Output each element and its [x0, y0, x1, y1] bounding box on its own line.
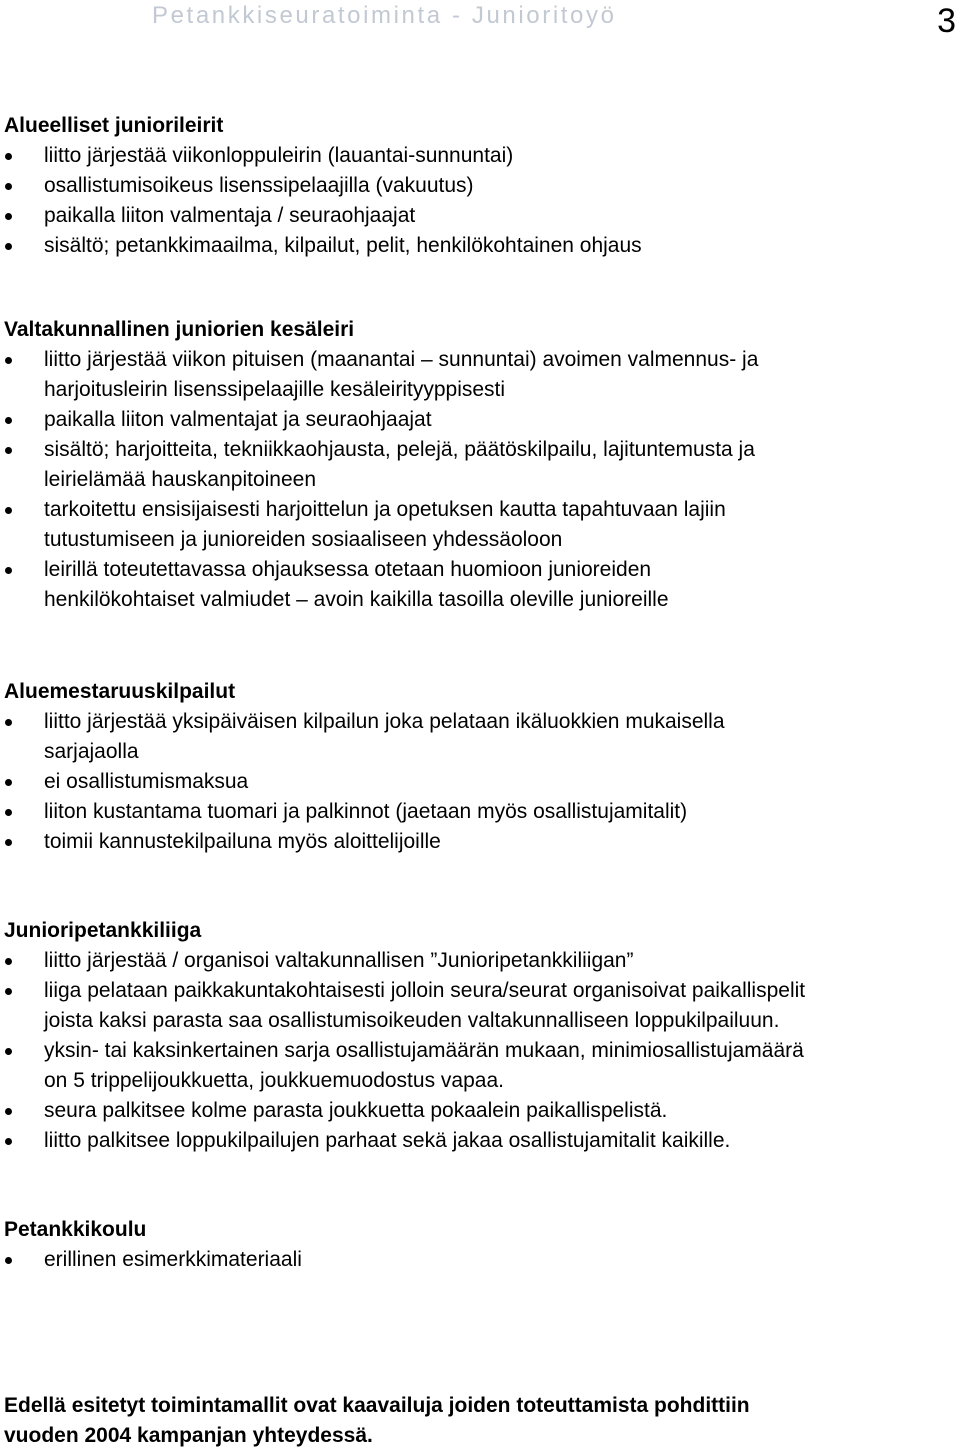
bullet-icon — [5, 779, 12, 786]
list-item — [4, 797, 960, 827]
list-item-text: paikalla liiton valmentaja / seuraohjaajat — [44, 204, 416, 227]
list-item — [4, 231, 960, 261]
section-heading: Valtakunnallinen juniorien kesäleiri — [4, 318, 355, 341]
bullet-icon — [5, 958, 12, 965]
list-item — [4, 201, 960, 231]
section-valtakunnallinen-kesaleiri — [4, 315, 960, 615]
section-heading: Alueelliset juniorileirit — [4, 114, 224, 137]
bullet-icon — [5, 447, 12, 454]
header-title: Petankkiseuratoiminta - Junioritoyö — [152, 2, 617, 29]
list-item — [4, 405, 960, 435]
list-item-text: ei osallistumismaksua — [44, 770, 249, 793]
section-heading: Junioripetankkiliiga — [4, 919, 202, 942]
list-item — [4, 1036, 960, 1096]
list-item-text-continued: henkilökohtaiset valmiudet – avoin kaikilla tasoilla oleville junioreille — [44, 588, 669, 611]
list-item-text: liiton kustantama tuomari ja palkinnot (jaetaan myös osallistujamitalit) — [44, 800, 688, 823]
closing-note-line: vuoden 2004 kampanjan yhteydessä. — [4, 1424, 373, 1447]
list-item-text-continued: leirielämää hauskanpitoineen — [44, 468, 317, 491]
bullet-icon — [5, 417, 12, 424]
list-item-text-continued: joista kaksi parasta saa osallistumisoikeuden valtakunnalliseen loppukilpailuun. — [44, 1009, 780, 1032]
list-item-text: sisältö; harjoitteita, tekniikkaohjausta, pelejä, päätöskilpailu, lajituntemusta ja — [44, 438, 755, 461]
list-item-text-continued: harjoitusleirin lisenssipelaajille kesäleirityyppisesti — [44, 378, 506, 401]
list-item — [4, 946, 960, 976]
list-item-text: tarkoitettu ensisijaisesti harjoittelun ja opetuksen kautta tapahtuvaan lajiin — [44, 498, 726, 521]
bullet-icon — [5, 357, 12, 364]
bullet-icon — [5, 809, 12, 816]
bullet-icon — [5, 1108, 12, 1115]
list-item-text: toimii kannustekilpailuna myös aloittelijoille — [44, 830, 441, 853]
list-item-text-continued: tutustumiseen ja junioreiden sosiaaliseen yhdessäoloon — [44, 528, 563, 551]
section-junioripetankkiliiga — [4, 916, 960, 1156]
bullet-icon — [5, 988, 12, 995]
list-item — [4, 141, 960, 171]
list-item-text: liiga pelataan paikkakuntakohtaisesti jolloin seura/seurat organisoivat paikallispelit — [44, 979, 806, 1002]
list-item — [4, 827, 960, 857]
list-item — [4, 555, 960, 615]
closing-note-line: Edellä esitetyt toimintamallit ovat kaavailuja joiden toteuttamista pohdittiin — [4, 1394, 750, 1417]
list-item-text: yksin- tai kaksinkertainen sarja osallistujamäärän mukaan, minimiosallistujamäärä — [44, 1039, 804, 1062]
bullet-icon — [5, 243, 12, 250]
bullet-icon — [5, 507, 12, 514]
closing-note — [4, 1391, 960, 1451]
bullet-icon — [5, 719, 12, 726]
list-item — [4, 976, 960, 1036]
list-item — [4, 707, 960, 767]
list-item-text: leirillä toteutettavassa ohjauksessa otetaan huomioon junioreiden — [44, 558, 652, 581]
list-item-text: osallistumisoikeus lisenssipelaajilla (vakuutus) — [44, 174, 474, 197]
bullet-icon — [5, 1138, 12, 1145]
section-aluemestaruuskilpailut — [4, 677, 960, 857]
bullet-list — [4, 141, 960, 261]
section-alueelliset-juniorileirit — [4, 111, 960, 261]
list-item-text: liitto palkitsee loppukilpailujen parhaat sekä jakaa osallistujamitalit kaikille. — [44, 1129, 731, 1152]
list-item-text: liitto järjestää / organisoi valtakunnallisen ”Junioripetankkiliigan” — [44, 949, 634, 972]
bullet-list — [4, 707, 960, 857]
list-item — [4, 1126, 960, 1156]
page-header — [0, 0, 960, 40]
bullet-icon — [5, 183, 12, 190]
bullet-icon — [5, 567, 12, 574]
list-item — [4, 767, 960, 797]
page-number: 3 — [937, 2, 956, 40]
list-item — [4, 435, 960, 495]
list-item — [4, 495, 960, 555]
list-item — [4, 1096, 960, 1126]
list-item-text: liitto järjestää yksipäiväisen kilpailun joka pelataan ikäluokkien mukaisella — [44, 710, 725, 733]
bullet-list — [4, 946, 960, 1156]
list-item-text: erillinen esimerkkimateriaali — [44, 1248, 302, 1271]
list-item-text-continued: on 5 trippelijoukkuetta, joukkuemuodostus vapaa. — [44, 1069, 504, 1092]
bullet-list — [4, 345, 960, 615]
list-item-text: paikalla liiton valmentajat ja seuraohjaajat — [44, 408, 432, 431]
bullet-list — [4, 1245, 960, 1275]
list-item — [4, 171, 960, 201]
bullet-icon — [5, 213, 12, 220]
section-heading: Aluemestaruuskilpailut — [4, 680, 236, 703]
section-heading: Petankkikoulu — [4, 1218, 147, 1241]
list-item-text-continued: sarjajaolla — [44, 740, 139, 763]
bullet-icon — [5, 1048, 12, 1055]
bullet-icon — [5, 839, 12, 846]
list-item-text: sisältö; petankkimaailma, kilpailut, pelit, henkilökohtainen ohjaus — [44, 234, 642, 257]
bullet-icon — [5, 153, 12, 160]
section-petankkikoulu — [4, 1215, 960, 1275]
list-item-text: liitto järjestää viikonloppuleirin (lauantai-sunnuntai) — [44, 144, 514, 167]
list-item — [4, 1245, 960, 1275]
bullet-icon — [5, 1257, 12, 1264]
list-item — [4, 345, 960, 405]
list-item-text: liitto järjestää viikon pituisen (maanantai – sunnuntai) avoimen valmennus- ja — [44, 348, 759, 371]
list-item-text: seura palkitsee kolme parasta joukkuetta pokaalein paikallispelistä. — [44, 1099, 668, 1122]
